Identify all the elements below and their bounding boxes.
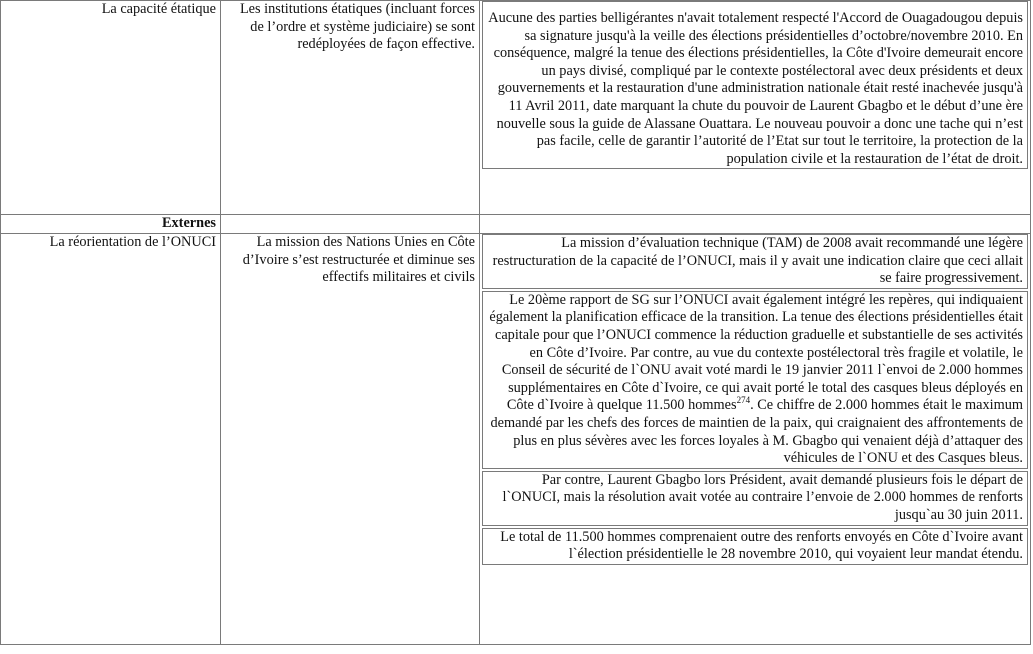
indicator-text: Les institutions étatiques (incluant forces de l’ordre et système judiciaire) se sont redéployées de façon effective.: [239, 1, 475, 53]
paragraph-text: Le 20ème rapport de SG sur l’ONUCI avait également intégré les repères, qui indiquaient également la planification efficace de la transition. La tenue des élections présidentielles était capitale pour que l’ONUCI commence la réduction graduelle et substantielle de ses activités en Côte d’Ivoire. Par contre, au vue du contexte postélectoral très fragile et volatile, le Conseil de sécurité de l`ONU avait voté mardi le 19 janvier 2011 l`envoi de 2.000 hommes supplémentaires en Côte d`Ivoire, ce qui avait porté le total des casques bleus déployés en Côte d`Ivoire à quelque 11.500 hommes: [489, 291, 1023, 414]
indicator-text: La mission des Nations Unies en Côte d’Ivoire s’est restructurée et diminue ses effectifs militaires et civils: [242, 234, 475, 286]
criterion-cell: [1, 234, 221, 645]
analysis-paragraph: Par contre, Laurent Gbagbo lors Président, avait demandé plusieurs fois le départ de l`ONUCI, mais la résolution avait votée au contraire l’envoie de 2.000 hommes de renforts jusqu`au 30 juin 2011.: [482, 471, 1028, 526]
analysis-paragraph: La mission d’évaluation technique (TAM) de 2008 avait recommandé une légère restructuration de la capacité de l’ONUCI, mais il y avait une indication claire que ceci allait se faire progressivement.: [482, 234, 1028, 289]
analysis-paragraph: Le total de 11.500 hommes comprenaient outre des renforts envoyés en Côte d`Ivoire avant l`élection présidentielle le 28 novembre 2010, qui voyaient leur mandat étendu.: [482, 528, 1028, 565]
empty-cell: [221, 215, 480, 234]
analysis-paragraph-with-footnote: [482, 291, 1028, 469]
analysis-paragraph: Aucune des parties belligérantes n'avait totalement respecté l'Accord de Ouagadougou depuis sa signature jusqu'à la veille des élections présidentielles d’octobre/novembre 2010. En conséquence, malgré la tenue des élections présidentielles, la Côte d'Ivoire demeurait encore un pays divisé, compliqué par le contexte postélectoral avec deux présidents et deux gouvernements et la restauration d'une administration nationale était resté inachevée jusqu'à 11 Avril 2011, date marquant la chute du pouvoir de Laurent Gbagbo et le début d’une ère nouvelle sous la guide de Alassane Ouattara. Le nouveau pouvoir a donc une tache qui n’est pas facile, celle de garantir l’autorité de l’Etat sur tout le territoire, la protection de la population civile et la restauration de l’état de droit.: [482, 1, 1028, 169]
criterion-label: La réorientation de l’ONUCI: [49, 234, 216, 250]
empty-cell: [480, 215, 1031, 234]
section-header-externes: Externes: [162, 215, 216, 231]
criterion-label: La capacité étatique: [101, 1, 216, 17]
criterion-cell: [1, 1, 221, 215]
paragraph-text-continued: . Ce chiffre de 2.000 hommes était le maximum demandé par les chefs des forces de maintien de la paix, qui craignaient des affrontements de plus en plus sévères avec les forces loyales à M. Gbagbo qui venaient déjà d’attaquer des véhicules de l`ONU et des Casques bleus.: [490, 397, 1023, 467]
table-row-onuci: [1, 234, 1031, 645]
table-row-section-header: [1, 215, 1031, 234]
analysis-cell: [480, 234, 1031, 645]
footnote-reference[interactable]: 274: [736, 395, 751, 406]
analysis-cell: [480, 1, 1031, 215]
indicator-cell: [221, 1, 480, 215]
table-row-capacite-etatique: [1, 1, 1031, 215]
section-header-cell: [1, 215, 221, 234]
indicator-cell: [221, 234, 480, 645]
